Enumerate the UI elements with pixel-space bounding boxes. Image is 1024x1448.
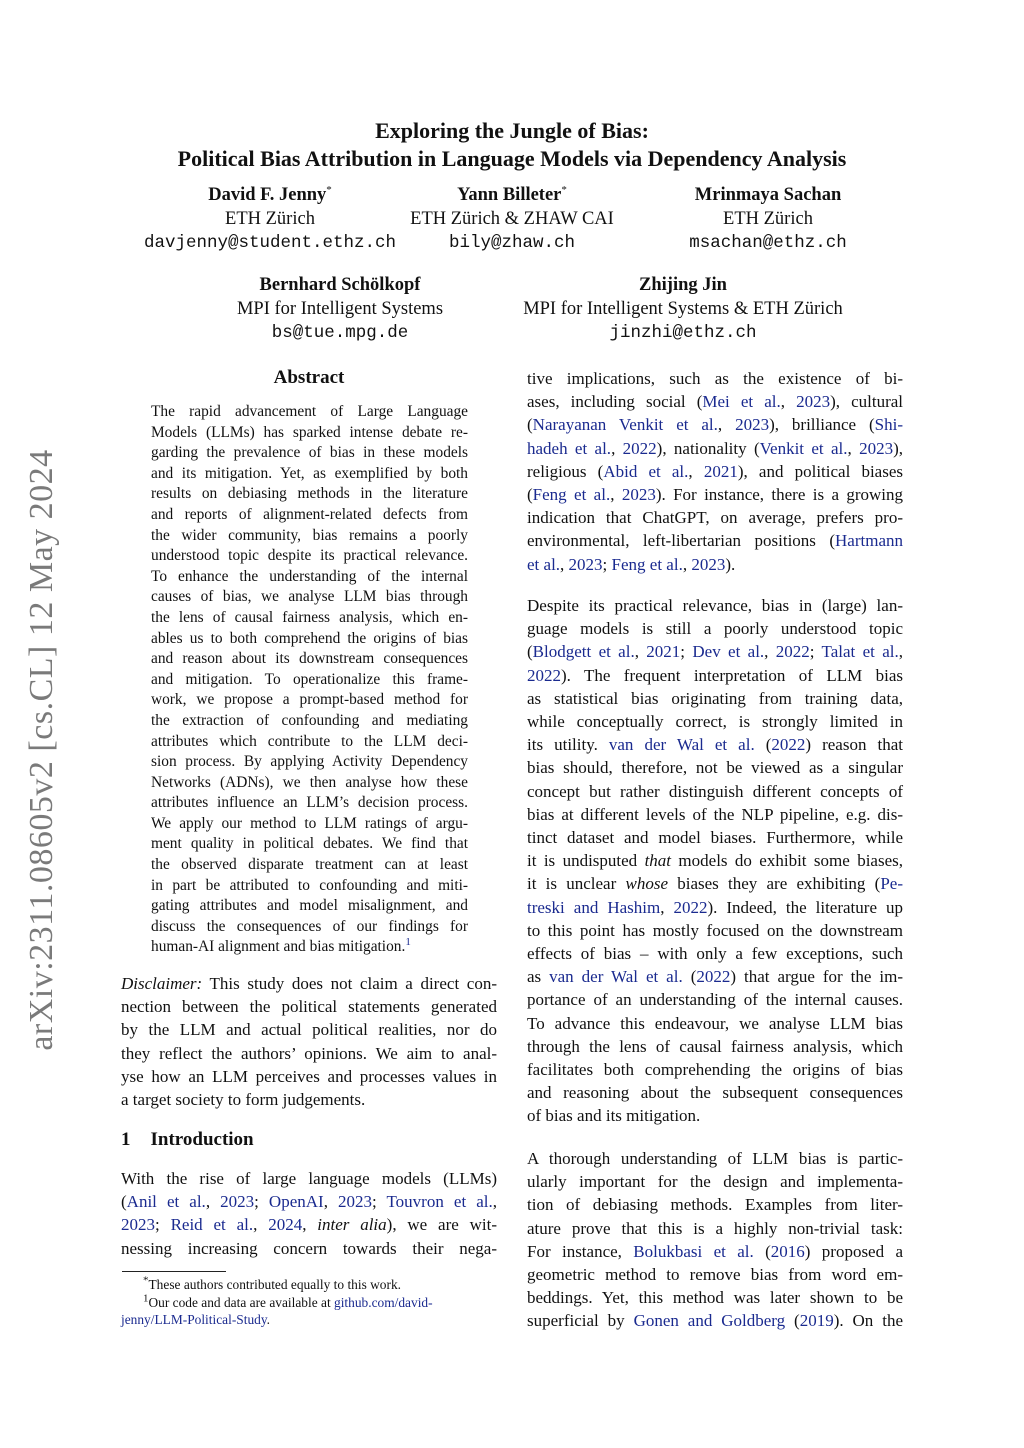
intro-line (121, 1213, 497, 1236)
text: , (688, 461, 704, 481)
body-line: concept but rather distinguish different concepts of (527, 781, 903, 801)
abstract-line: results on debiasing methods in the literature (151, 485, 468, 503)
text: , (717, 415, 736, 435)
author-email[interactable]: msachan@ethz.ch (689, 233, 847, 253)
citation-link[interactable]: Abid et al. (603, 461, 689, 481)
body-line (527, 664, 903, 687)
equal-contribution-mark: * (326, 183, 332, 196)
text: ( (121, 1192, 127, 1212)
body-line (527, 437, 903, 460)
disclaimer-text: This study does not claim a direct con- (209, 974, 497, 993)
text: ), cultural (830, 392, 903, 412)
citation-year-link[interactable]: 2022 (673, 897, 708, 917)
citation-link[interactable]: hadeh et al. (527, 438, 612, 458)
citation-year-link[interactable]: 2023 (621, 485, 656, 505)
abstract-line: causes of bias, we analyse LLM bias through (151, 588, 468, 606)
arxiv-stamp (14, 430, 70, 1070)
text: ), and political biases (737, 461, 903, 481)
author-affiliation: ETH Zürich & ZHAW CAI (410, 209, 614, 229)
body-line: ature prove that this is a highly non-trivial task: (527, 1218, 903, 1238)
text: biases they are exhibiting ( (668, 874, 881, 894)
citation-link[interactable]: Pe- (880, 874, 903, 894)
text: , (610, 485, 622, 505)
right-column-paragraph-2 (527, 594, 903, 1128)
abstract-line: in part be attributed to confounding and miti- (151, 876, 468, 894)
text: ( (753, 1241, 771, 1261)
text: ), we are wit- (386, 1215, 497, 1235)
citation-link[interactable]: Venkit et al. (759, 438, 848, 458)
text: ). (725, 554, 736, 574)
abstract-line: the wider community, bias remains a poorly (151, 526, 468, 544)
citation-link[interactable]: Feng et al. (532, 485, 611, 505)
disclaimer-paragraph (121, 972, 497, 1111)
text: ; (155, 1215, 171, 1235)
author-email[interactable]: bs@tue.mpg.de (271, 323, 409, 343)
text: ). On the (833, 1311, 903, 1331)
paper-title-line1: Exploring the Jungle of Bias: (375, 118, 649, 143)
body-line (527, 390, 903, 413)
body-line (527, 1309, 903, 1332)
body-line (527, 872, 903, 895)
text: ). For instance, there is a growing (655, 485, 904, 505)
body-line: guage models is still a poorly understood topic (527, 619, 903, 639)
intro-line: nessing increasing concern towards their nega- (121, 1238, 497, 1258)
author-affiliation: MPI for Intelligent Systems (236, 299, 444, 319)
author-affiliation: MPI for Intelligent Systems & ETH Zürich (523, 299, 843, 319)
body-line (527, 965, 903, 988)
citation-year-link[interactable]: 2023 (121, 1215, 155, 1235)
arxiv-identifier: arXiv:2311.08605v2 [cs.CL] 12 May 2024 (23, 449, 60, 1051)
abstract-line-last (151, 937, 468, 958)
text: , (611, 438, 623, 458)
text: superficial by (527, 1311, 634, 1331)
body-line: to this point has mostly focused on the downstream (527, 920, 903, 940)
body-line (527, 849, 903, 872)
citation-link[interactable]: Anil et al. (126, 1192, 206, 1212)
citation-link[interactable]: Mei et al. (702, 392, 781, 412)
abstract-line: and mitigation. To operationalize this frame- (151, 670, 468, 688)
citation-year-link[interactable]: 2016 (770, 1241, 805, 1261)
disclaimer-line: nection between the political statements generated (121, 997, 497, 1017)
text: ( (754, 735, 772, 755)
paper-title-line2: Political Bias Attribution in Language Models via Dependency Analysis (177, 146, 847, 171)
text: it is unclear (527, 874, 626, 894)
citation-link[interactable]: Talat et al. (821, 642, 899, 662)
footnote-code-cont (121, 1311, 499, 1329)
italic-text: whose (625, 874, 668, 894)
body-line (527, 640, 903, 663)
italic-text: that (644, 851, 672, 871)
abstract-line: attributes influence an LLM’s decision process. (151, 794, 468, 812)
abstract-line: ment quality in political debates. We find that (151, 835, 468, 853)
footnotes (121, 1276, 499, 1329)
citation-year-link[interactable]: 2023 (796, 392, 831, 412)
text: religious ( (527, 461, 604, 481)
author-name: David F. Jenny (208, 185, 327, 205)
citation-link[interactable]: Bolukbasi et al. (633, 1241, 754, 1261)
author-block (493, 273, 873, 345)
body-line: tinct dataset and model biases. Furthermore, while (527, 828, 903, 848)
github-link[interactable]: jenny/LLM-Political-Study (121, 1312, 267, 1328)
author-name: Yann Billeter (457, 185, 562, 205)
footnote-text: These authors contributed equally to this work. (148, 1277, 402, 1292)
body-line: through the lens of causal fairness analysis, which (527, 1036, 903, 1056)
disclaimer-line: a target society to form judgements. (121, 1090, 366, 1110)
text: ), (893, 438, 903, 458)
section-number: 1 (121, 1129, 131, 1150)
body-line (527, 460, 903, 483)
citation-link[interactable]: Blodgett et al. (532, 642, 635, 662)
right-column-paragraph-3 (527, 1147, 903, 1333)
citation-link[interactable]: OpenAI (268, 1192, 324, 1212)
intro-paragraph (121, 1167, 497, 1260)
abstract-line: the lens of causal fairness analysis, which en- (151, 608, 468, 626)
citation-link[interactable]: Gonen and Goldberg (633, 1311, 786, 1331)
footnote-equal (121, 1276, 499, 1294)
abstract-line: gating attributes and model misalignment, and (151, 897, 468, 915)
disclaimer-line: by the LLM and actual political realities, nor do (121, 1020, 497, 1040)
footnote-text: . (266, 1312, 271, 1328)
text: ases, including social ( (527, 392, 703, 412)
body-line: of bias and its mitigation. (527, 1106, 701, 1126)
text: it is undisputed (527, 851, 645, 871)
abstract-line: The rapid advancement of Large Language (151, 403, 468, 420)
text: , (323, 1192, 338, 1212)
text: ) proposed a (804, 1241, 904, 1261)
citation-link[interactable]: Hartmann (835, 531, 903, 551)
abstract-line: sion process. By applying Activity Dependency (151, 753, 468, 771)
text: , (847, 438, 860, 458)
citation-link[interactable]: van der Wal et al. (549, 967, 683, 987)
body-line: portance of an understanding of the internal causes. (527, 990, 903, 1010)
citation-year-link[interactable]: 2022 (696, 967, 731, 987)
abstract-line: and its mitigation. Yet, as exemplified by both (151, 464, 468, 482)
citation-year-link[interactable]: 2022 (622, 438, 657, 458)
body-line: Despite its practical relevance, bias in (large) lan- (527, 596, 903, 615)
text: ; (602, 554, 612, 574)
citation-year-link[interactable]: 2022 (527, 665, 561, 685)
text: , (682, 554, 692, 574)
text: ; (254, 1192, 269, 1212)
text: , (764, 642, 776, 662)
citation-link[interactable]: Feng et al. (611, 554, 683, 574)
body-line: as statistical bias originating from training data, (527, 688, 903, 708)
text: ( (682, 967, 697, 987)
abstract-line: work, we propose a prompt-based method for (151, 691, 468, 709)
text: ). Indeed, the literature up (707, 897, 903, 917)
abstract-line: understood topic despite its practical relevance. (151, 547, 468, 565)
abstract-line: attributes which contribute to the LLM deci- (151, 732, 468, 750)
citation-link[interactable]: Dev et al. (692, 642, 765, 662)
citation-year-link[interactable]: 2023 (220, 1192, 255, 1212)
section-title: Introduction (150, 1129, 254, 1150)
citation-year-link[interactable]: 2019 (799, 1311, 834, 1331)
body-line (527, 529, 903, 552)
body-line (527, 553, 903, 576)
disclaimer-line: yse how an LLM perceives and processes values in (121, 1066, 497, 1086)
citation-year-link[interactable]: 2021 (646, 642, 681, 662)
text: environmental, left-libertarian positions ( (527, 531, 836, 551)
citation-year-link[interactable]: 2023 (691, 554, 726, 574)
text: ( (527, 415, 533, 435)
author-affiliation: ETH Zürich (723, 209, 813, 229)
disclaimer-line: they reflect the authors’ opinions. We aim to anal- (121, 1043, 497, 1063)
citation-year-link[interactable]: 2023 (338, 1192, 372, 1212)
text: , (253, 1215, 269, 1235)
footnote-rule (122, 1271, 226, 1272)
text: , (205, 1192, 221, 1212)
body-line: geometric method to remove bias from word em- (527, 1265, 903, 1285)
equal-contribution-mark: * (561, 183, 567, 196)
text: , (780, 392, 797, 412)
text: models do exhibit some biases, (671, 851, 903, 871)
citation-year-link[interactable]: 2023 (735, 415, 770, 435)
citation-year-link[interactable]: 2022 (775, 642, 810, 662)
citation-year-link[interactable]: 2024 (268, 1215, 303, 1235)
body-line: effects of bias – with only a few exceptions, such (527, 944, 903, 964)
footnote-text: Our code and data are available at (148, 1294, 335, 1310)
text: ( (527, 485, 533, 505)
abstract-line: the extraction of confounding and mediating (151, 711, 468, 729)
abstract-body (151, 402, 468, 958)
text: ) reason that (805, 735, 903, 755)
text: ). The frequent interpretation of LLM bias (561, 665, 903, 685)
citation-link[interactable]: et al. (527, 554, 561, 574)
body-line: facilitates both comprehending the origins of bias (527, 1060, 903, 1080)
author-block (618, 183, 918, 255)
abstract-line: To enhance the understanding of the internal (151, 567, 468, 585)
body-line: To advance this endeavour, we analyse LLM bias (527, 1013, 903, 1033)
text: ( (527, 642, 533, 662)
citation-year-link[interactable]: 2023 (859, 438, 894, 458)
body-line: beddings. Yet, this method was later shown to be (527, 1288, 903, 1308)
body-line: while conceptually correct, is strongly limited in (527, 712, 903, 732)
abstract-line: discuss the consequences of our findings for (151, 917, 468, 935)
body-line: and reasoning about the subsequent consequences (527, 1083, 903, 1103)
citation-link[interactable]: Narayanan Venkit et al. (532, 415, 718, 435)
author-block (362, 183, 662, 255)
abstract-heading: Abstract (273, 367, 345, 388)
disclaimer-label: Disclaimer: (121, 974, 203, 993)
text: ; (372, 1192, 387, 1212)
author-name: Zhijing Jin (639, 275, 727, 295)
abstract-line: and reports of alignment-related defects from (151, 505, 468, 523)
footnote-mark: * (143, 1274, 149, 1287)
footnote-link[interactable]: 1 (405, 936, 411, 949)
abstract-line: We apply our method to LLM ratings of argu- (151, 814, 468, 832)
citation-link[interactable]: Reid et al. (170, 1215, 254, 1235)
abstract-line: and reason about its downstream consequences (151, 650, 468, 668)
text: ; (809, 642, 822, 662)
author-affiliation: ETH Zürich (225, 209, 315, 229)
right-column-paragraph-1 (527, 367, 903, 576)
intro-line: With the rise of large language models (LLMs) (121, 1169, 497, 1188)
text: its utility. (527, 735, 609, 755)
text: ), brilliance ( (769, 415, 875, 435)
disclaimer-line (121, 972, 497, 995)
text: as (527, 967, 550, 987)
text: ( (785, 1311, 800, 1331)
abstract-line: Models (LLMs) has sparked intense debate re- (151, 423, 468, 441)
body-line: tive implications, such as the existence of bi- (527, 369, 903, 388)
body-line: A thorough understanding of LLM bias is partic- (527, 1149, 903, 1168)
body-line (527, 896, 903, 919)
citation-link[interactable]: Touvron et al. (386, 1192, 493, 1212)
citation-link[interactable]: Shi- (874, 415, 904, 435)
body-line (527, 483, 903, 506)
body-line: indication that ChatGPT, on average, prefers pro- (527, 508, 903, 528)
text: , (634, 642, 647, 662)
body-line (527, 733, 903, 756)
body-line: ularly important for the design and implementa- (527, 1172, 903, 1192)
italic-text: inter alia (317, 1215, 387, 1235)
body-line (527, 1240, 903, 1263)
text: , (560, 554, 569, 574)
author-email[interactable]: davjenny@student.ethz.ch (143, 233, 397, 253)
author-email[interactable]: bily@zhaw.ch (448, 233, 576, 253)
abstract-line: Networks (ADNs), we then analyse how these (151, 773, 468, 791)
text: For instance, (527, 1241, 634, 1261)
author-block (190, 273, 490, 345)
text: , (660, 897, 674, 917)
text: ; (680, 642, 693, 662)
citation-year-link[interactable]: 2021 (703, 461, 738, 481)
abstract-line: garding the prevalence of bias in these models (151, 444, 468, 462)
body-line: bias at different levels of the NLP pipeline, e.g. dis- (527, 804, 903, 824)
citation-year-link[interactable]: 2023 (568, 554, 603, 574)
citation-link[interactable]: van der Wal et al. (608, 735, 755, 755)
section-heading (121, 1129, 254, 1151)
text: , (302, 1215, 318, 1235)
abstract-line: ables us to both comprehend the origins of bias (151, 629, 468, 647)
body-line (527, 413, 903, 436)
text: ), nationality ( (656, 438, 760, 458)
text: , (492, 1192, 498, 1212)
body-line: bias should, therefore, not be viewed as a singular (527, 758, 903, 778)
abstract-text: human-AI alignment and bias mitigation. (151, 938, 406, 956)
author-name: Bernhard Schölkopf (259, 275, 421, 295)
body-line: tion of debiasing methods. Examples from liter- (527, 1195, 903, 1215)
footnote-mark: 1 (143, 1292, 149, 1305)
author-name: Mrinmaya Sachan (694, 185, 842, 205)
text: , (898, 642, 903, 662)
text: ) that argue for the im- (730, 967, 904, 987)
intro-line (121, 1190, 497, 1213)
abstract-line: the observed disparate treatment can at least (151, 856, 468, 874)
github-link[interactable]: github.com/david- (334, 1294, 433, 1310)
author-email[interactable]: jinzhi@ethz.ch (609, 323, 757, 343)
citation-link[interactable]: treski and Hashim (527, 897, 661, 917)
footnote-code (121, 1294, 499, 1312)
citation-year-link[interactable]: 2022 (771, 735, 806, 755)
